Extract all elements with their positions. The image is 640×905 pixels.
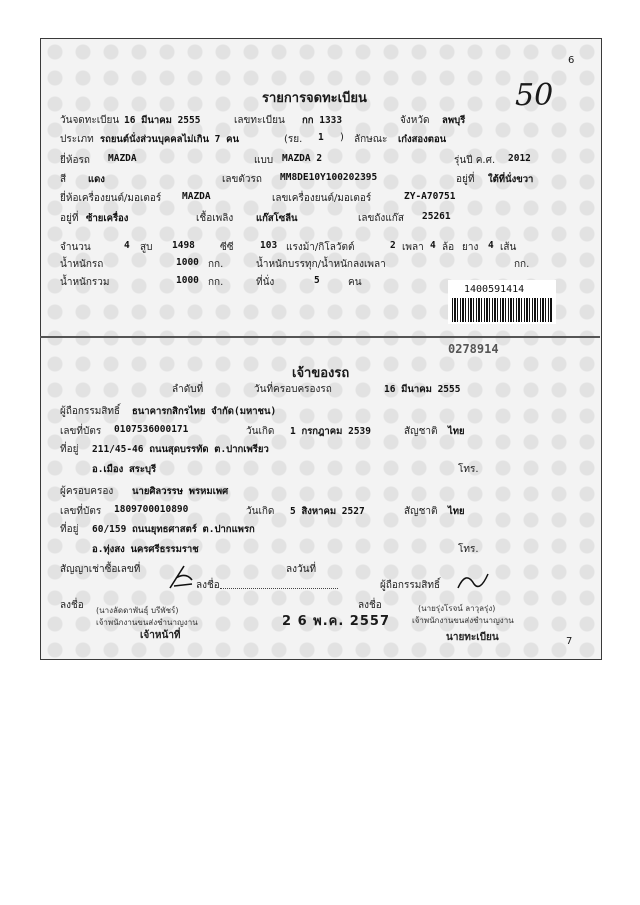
fuel: แก๊สโซลีน (256, 213, 298, 224)
sign-label: ลงชื่อ (196, 580, 220, 591)
seats-label: ที่นั่ง (256, 277, 275, 288)
officer-label: เจ้าหน้าที่ (140, 630, 181, 641)
nat2-label: สัญชาติ (404, 506, 438, 517)
type: รถยนต์นั่งส่วนบุคคลไม่เกิน 7 คน (100, 134, 239, 145)
partial-number: 0278914 (448, 342, 499, 356)
id: 0107536000171 (114, 424, 189, 435)
chassis: MM8DE10Y100202395 (280, 172, 378, 183)
sign-line (220, 588, 338, 589)
birth2-label: วันเกิด (246, 506, 275, 517)
weight: 1000 (176, 257, 199, 268)
gas-tank-label: เลขถังแก๊ส (358, 213, 404, 224)
engine-loc-label: อยู่ที่ (60, 213, 79, 224)
id2: 1809700010890 (114, 504, 189, 515)
birth2: 5 สิงหาคม 2527 (290, 506, 365, 517)
tel-label: โทร. (458, 464, 479, 475)
possess-date-label: วันที่ครอบครองรถ (254, 384, 332, 395)
owner-title: เจ้าของรถ (292, 366, 350, 381)
load-label: น้ำหนักบรรทุก/น้ำหนักลงเพลา (256, 259, 386, 270)
tires-label: ยาง (462, 242, 479, 253)
addr3: 60/159 ถนนยุทธศาสตร์ ต.ปากแพรก (92, 524, 255, 535)
reg-date: 16 มีนาคม 2555 (124, 115, 201, 126)
right-holder: ธนาคารกสิกรไทย จำกัด(มหาชน) (132, 406, 277, 417)
color: แดง (88, 174, 105, 185)
nat: ไทย (448, 426, 465, 437)
addr1: 211/45-46 ถนนสุดบรรทัด ต.ปากเพรียว (92, 444, 269, 455)
possessor-label: ผู้ครอบครอง (60, 486, 114, 497)
page-number-bottom: 7 (566, 636, 573, 647)
sign-left-role: เจ้าพนักงานขนส่งชำนาญงาน (96, 618, 198, 627)
rs: 1 (318, 132, 324, 143)
color-label: สี (60, 174, 67, 185)
sign-right-role: เจ้าพนักงานขนส่งชำนาญงาน (412, 616, 514, 625)
brand-label: ยี่ห้อรถ (60, 155, 90, 166)
cyl-label: สูบ (140, 242, 153, 253)
wheels: 4 (430, 240, 436, 251)
reg-no: กก 1333 (302, 115, 343, 126)
addr2-label: ที่อยู่ (60, 524, 79, 535)
section-divider (40, 336, 600, 338)
birth-label: วันเกิด (246, 426, 275, 437)
addr-label: ที่อยู่ (60, 444, 79, 455)
engine-brand-label: ยี่ห้อเครื่องยนต์/มอเตอร์ (60, 193, 162, 204)
id-label: เลขที่บัตร (60, 426, 102, 437)
province-label: จังหวัด (400, 115, 430, 126)
seats: 5 (314, 275, 320, 286)
addr2: อ.เมือง สระบุรี (92, 464, 157, 475)
rs-close: ) (340, 132, 344, 143)
barcode (452, 298, 552, 322)
brand: MAZDA (108, 153, 137, 164)
sign-holder-label: ผู้ถือกรรมสิทธิ์ (380, 580, 441, 591)
barcode-number: 1400591414 (464, 284, 525, 295)
tires: 4 (488, 240, 494, 251)
sign-right-label: ลงชื่อ (358, 600, 382, 611)
year-label: รุ่นปี ค.ศ. (454, 155, 496, 166)
order-label: ลำดับที่ (172, 384, 204, 395)
load-kg: กก. (514, 259, 530, 270)
fuel-label: เชื้อเพลิง (196, 213, 234, 224)
birth: 1 กรกฎาคม 2539 (290, 426, 371, 437)
count-label: จำนวน (60, 242, 91, 253)
axles-label: เพลา (402, 242, 424, 253)
weight-kg: กก. (208, 259, 224, 270)
hire-label: สัญญาเช่าซื้อเลขที่ (60, 564, 141, 575)
chassis-label: เลขตัวรถ (222, 174, 262, 185)
registration-title: รายการจดทะเบียน (262, 91, 367, 106)
style-label: ลักษณะ (354, 134, 388, 145)
style: เก๋งสองตอน (398, 134, 447, 145)
nat2: ไทย (448, 506, 465, 517)
rs-label: (รย. (284, 134, 303, 145)
engine-no: ZY-A70751 (404, 191, 456, 202)
gas-tank: 25261 (422, 211, 451, 222)
tel2-label: โทร. (458, 544, 479, 555)
page-number-top: 6 (568, 55, 575, 66)
hp-label: แรงม้า/กิโลวัตต์ (286, 242, 355, 253)
province: ลพบุรี (442, 115, 466, 126)
count: 4 (124, 240, 130, 251)
addr4: อ.ทุ่งสง นครศรีธรรมราช (92, 544, 199, 555)
nat-label: สัญชาติ (404, 426, 438, 437)
registrar-label: นายทะเบียน (446, 632, 499, 643)
right-holder-label: ผู้ถือกรรมสิทธิ์ (60, 406, 121, 417)
reg-date-label: วันจดทะเบียน (60, 115, 120, 126)
possess-date: 16 มีนาคม 2555 (384, 384, 461, 395)
wheel: ใต้ที่นั่งขวา (488, 174, 534, 185)
handwritten-number: 50 (515, 78, 554, 113)
sign-right-name: (นายรุ่งโรจน์ ลาวุลรุ่ง) (418, 604, 496, 613)
gross-label: น้ำหนักรวม (60, 277, 110, 288)
id2-label: เลขที่บัตร (60, 506, 102, 517)
engine-brand: MAZDA (182, 191, 211, 202)
reg-no-label: เลขทะเบียน (234, 115, 285, 126)
year: 2012 (508, 153, 531, 164)
model-label: แบบ (254, 155, 274, 166)
wheel-label: อยู่ที่ (456, 174, 475, 185)
gross: 1000 (176, 275, 199, 286)
possessor: นายศิลวรรษ พรหมเพศ (132, 486, 229, 497)
gross-kg: กก. (208, 277, 224, 288)
engine-loc: ซ้ายเครื่อง (86, 213, 129, 224)
holder-signature (454, 568, 494, 594)
cc: 1498 (172, 240, 195, 251)
sign-left-label: ลงชื่อ (60, 600, 84, 611)
date-stamp: 2 6 พ.ค. 2557 (282, 614, 390, 629)
model: MAZDA 2 (282, 153, 323, 164)
tires-unit: เส้น (500, 242, 517, 253)
wheels-label: ล้อ (442, 242, 455, 253)
weight-label: น้ำหนักรถ (60, 259, 104, 270)
signature-mark (166, 560, 196, 592)
hire-date-label: ลงวันที่ (286, 564, 317, 575)
cc-label: ซีซี (220, 242, 234, 253)
seats-unit: คน (348, 277, 362, 288)
sign-left-name: (นางลัดดาพันธุ์ บรีพัชร์) (96, 606, 179, 615)
engine-no-label: เลขเครื่องยนต์/มอเตอร์ (272, 193, 372, 204)
hp: 103 (260, 240, 278, 251)
type-label: ประเภท (60, 134, 94, 145)
axles: 2 (390, 240, 396, 251)
